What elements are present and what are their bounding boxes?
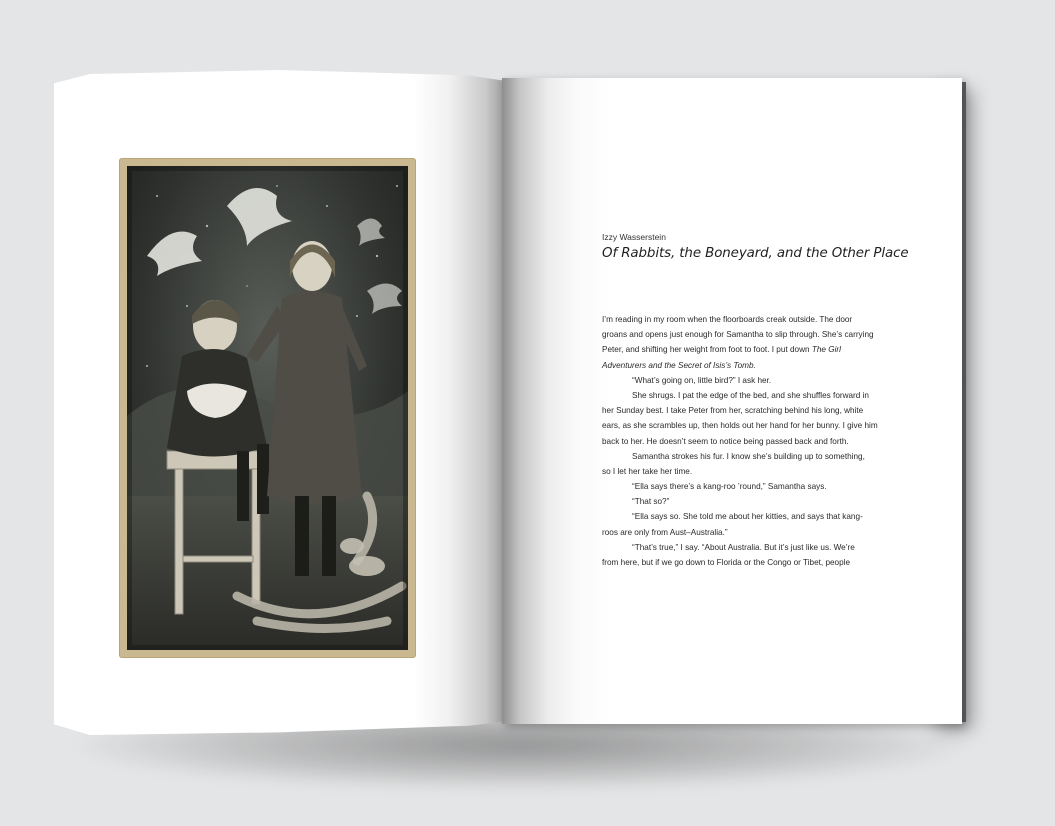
story-line (602, 312, 892, 327)
story-line (602, 327, 892, 342)
story-line-text: her Sunday best. I take Peter from her, scratching behind his long, white (602, 406, 864, 416)
story-line (602, 479, 892, 494)
story-line-text: “Ella says there’s a kang-roo ’round,” Samantha says. (632, 482, 827, 492)
story-line (602, 418, 892, 433)
story-line-text: Samantha strokes his fur. I know she’s building up to something, (632, 451, 865, 461)
story-line-text: “That’s true,” I say. “About Australia. But it’s just like us. We’re (632, 542, 855, 552)
story-line (602, 449, 892, 464)
story-line (602, 358, 892, 373)
story-line-text: I’m reading in my room when the floorboards creak outside. The door (602, 315, 853, 324)
story-body (602, 312, 892, 570)
story-line-text: groans and opens just enough for Samantha to slip through. She’s carrying (602, 330, 874, 340)
book-title-italic: The Girl (811, 345, 841, 355)
story-title: Of Rabbits, the Boneyard, and the Other Place (602, 246, 909, 261)
story-line (602, 509, 892, 524)
story-line-text: ears, as she scrambles up, then holds out her hand for her bunny. I give him (602, 421, 878, 431)
vintage-photo (119, 158, 416, 658)
story-line (602, 403, 892, 418)
story-line (602, 464, 892, 479)
story-line-text: back to her. He doesn’t seem to notice being passed back and forth. (602, 436, 849, 446)
story-line-text: “Ella says so. She told me about her kitties, and says that kang- (632, 512, 863, 522)
story-line (602, 494, 892, 509)
story-line (602, 434, 892, 449)
story-line-text: Peter, and shifting her weight from foot to foot. I put down (602, 345, 812, 355)
story-line (602, 342, 892, 357)
story-line-text: roos are only from Aust–Australia.” (602, 527, 728, 537)
story-line (602, 373, 892, 388)
story-line-text: from here, but if we go down to Florida or the Congo or Tibet, people (602, 558, 851, 567)
story-line (602, 555, 892, 570)
story-heading (602, 230, 909, 261)
story-line (602, 388, 892, 403)
story-line (602, 525, 892, 540)
story-line-text: She shrugs. I pat the edge of the bed, and she shuffles forward in (632, 390, 869, 400)
story-line-text: “That so?” (632, 497, 670, 507)
book-title-italic: Adventurers and the Secret of Isis’s Tomb. (602, 360, 756, 370)
story-line (602, 540, 892, 555)
story-line-text: so I let her take her time. (602, 466, 693, 476)
author-name: Izzy Wasserstein (602, 232, 666, 242)
story-line-text: “What’s going on, little bird?” I ask her. (632, 375, 772, 385)
photo-illustration (127, 166, 408, 650)
